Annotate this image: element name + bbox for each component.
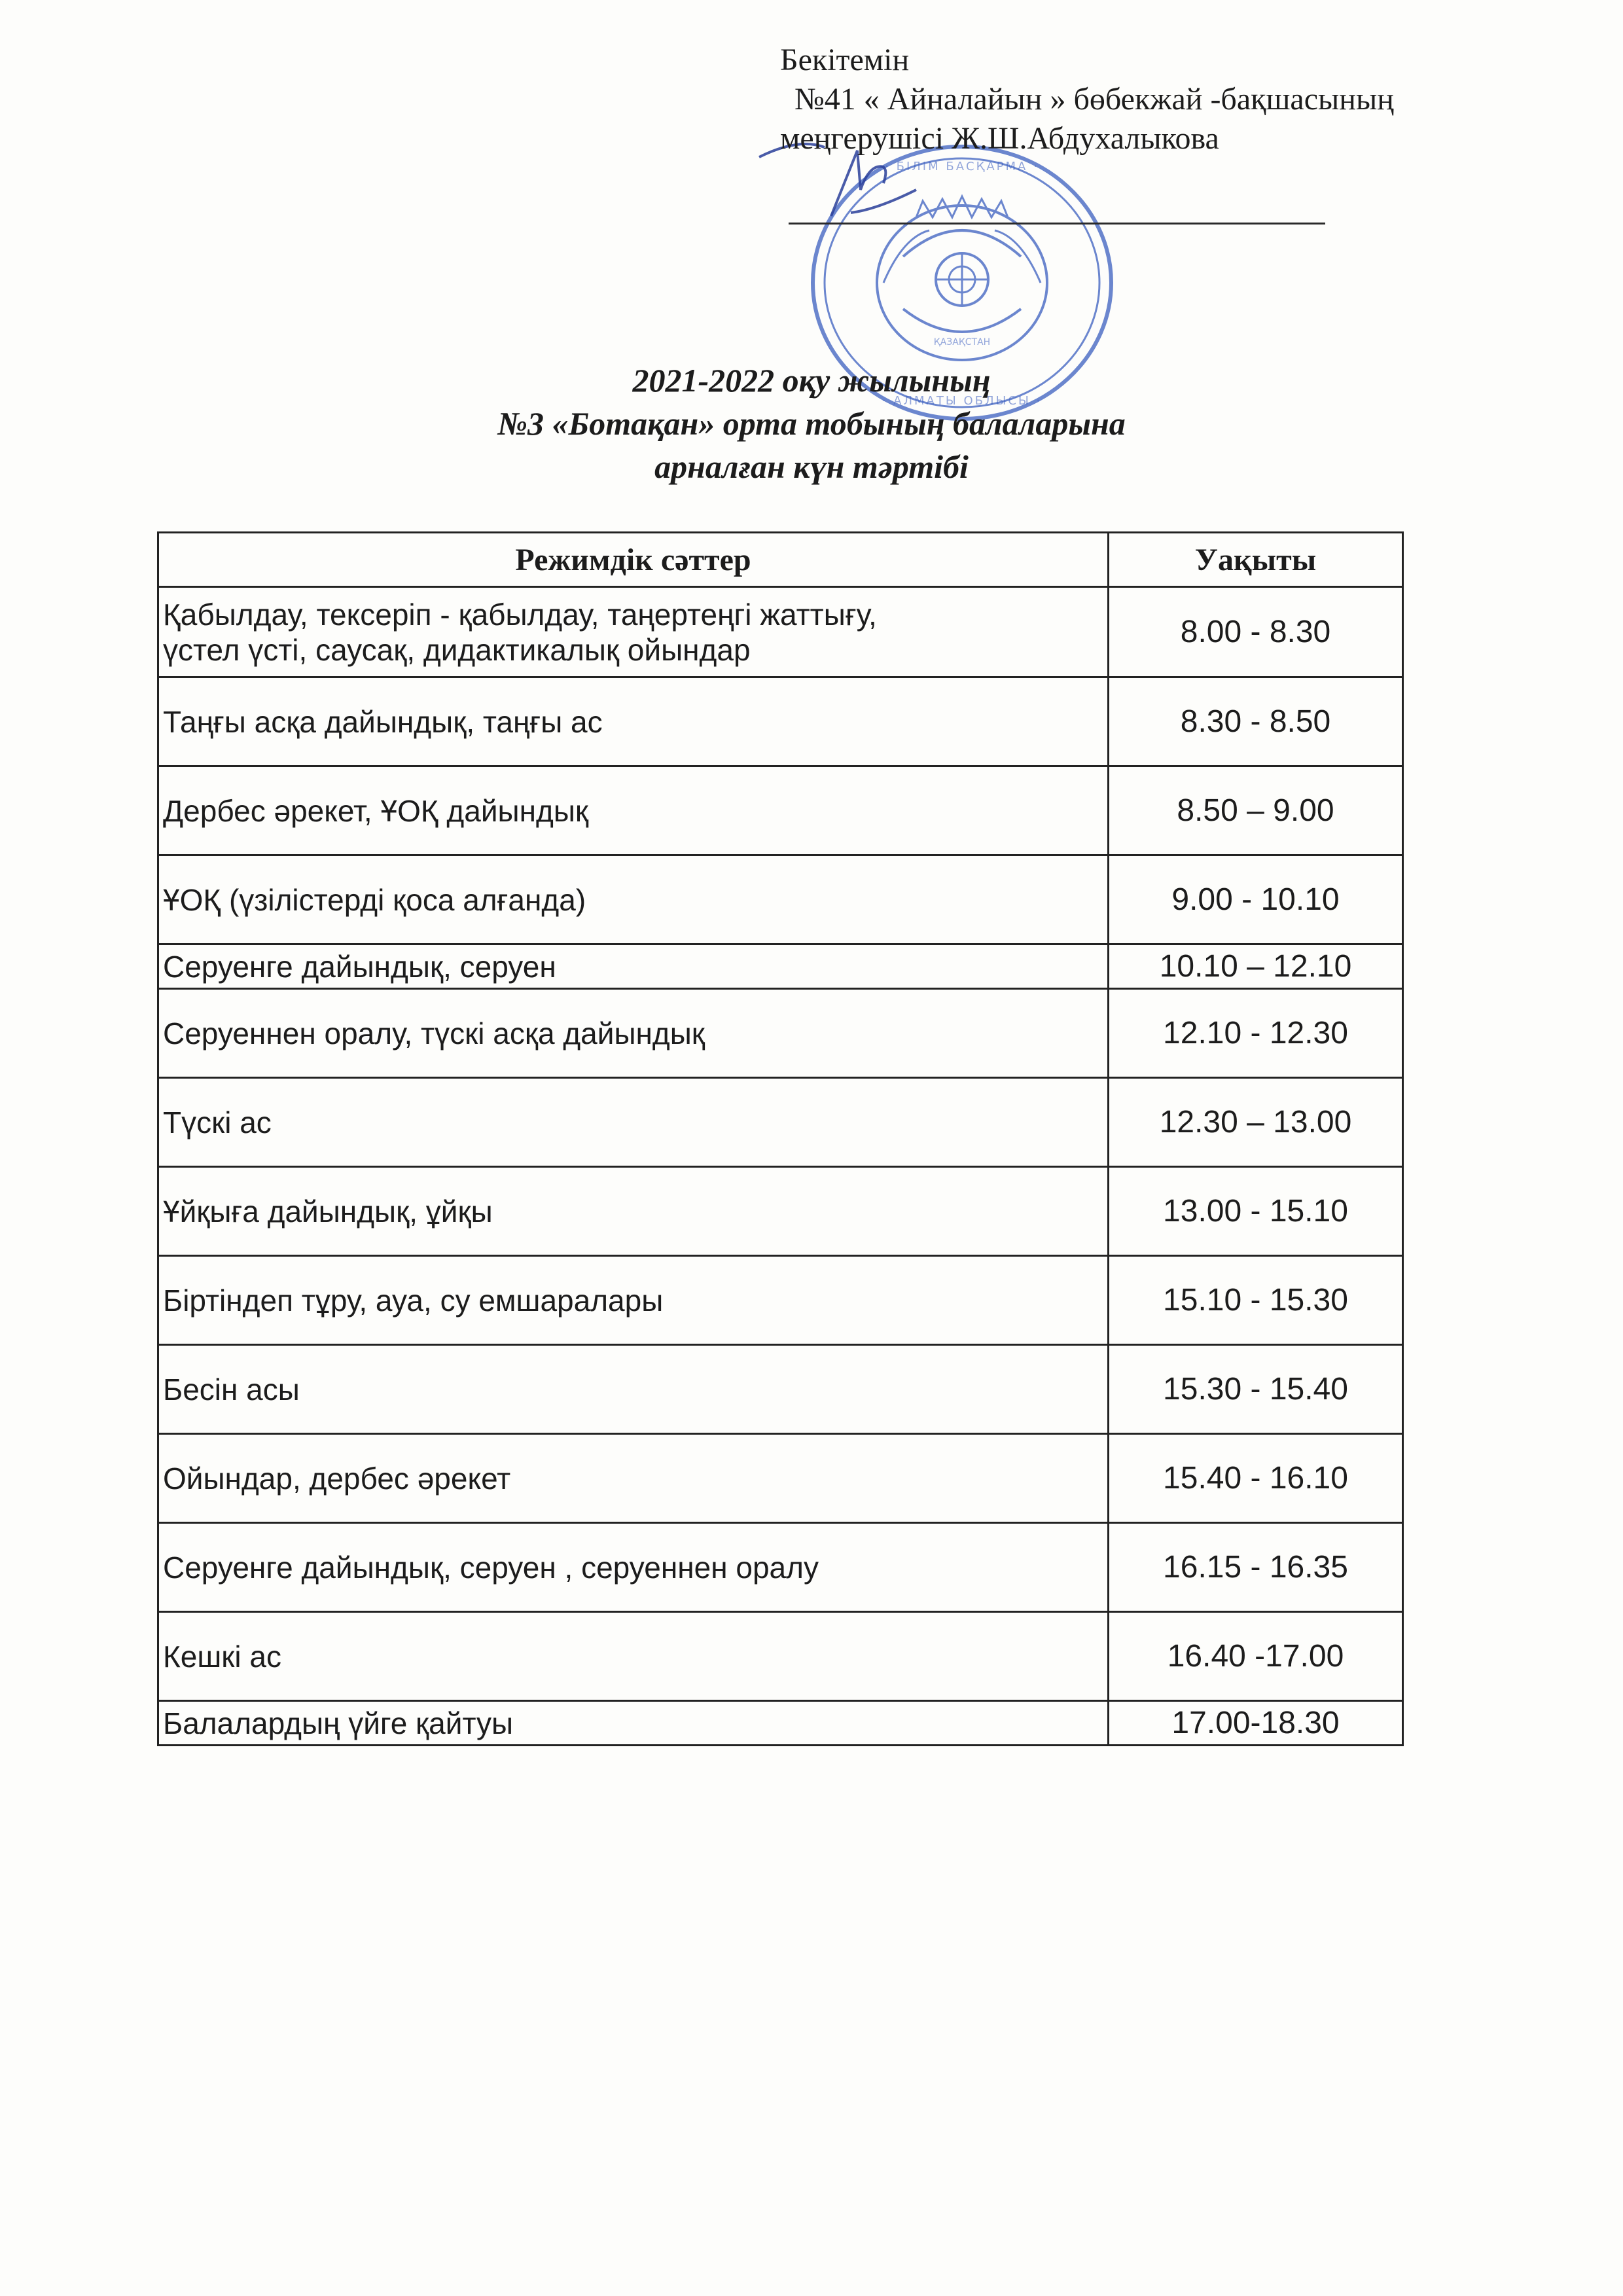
signature-line <box>789 223 1325 224</box>
time-cell: 13.00 - 15.10 <box>1109 1167 1403 1256</box>
approval-label: Бекітемін <box>780 43 910 77</box>
activity-cell: Түскі ас <box>158 1078 1109 1167</box>
svg-text:ҚАЗАҚСТАН: ҚАЗАҚСТАН <box>933 337 991 348</box>
header-activity: Режимдік сәттер <box>158 533 1109 587</box>
kindergarten-name: №41 « Айналайын » бөбекжай -бақшасының <box>794 82 1394 117</box>
table-row <box>158 677 1403 766</box>
table-row <box>158 1345 1403 1434</box>
document-title <box>0 359 1623 488</box>
time-cell: 8.00 - 8.30 <box>1109 587 1403 677</box>
table-row <box>158 1612 1403 1701</box>
svg-text:· АЛМАТЫ ОБЛЫСЫ ·: · АЛМАТЫ ОБЛЫСЫ · <box>882 394 1043 408</box>
activity-cell: Балалардың үйге қайтуы <box>158 1701 1109 1746</box>
activity-cell: Серуенге дайындық, серуен , серуеннен оралу <box>158 1523 1109 1612</box>
time-cell: 12.30 – 13.00 <box>1109 1078 1403 1167</box>
header-time: Уақыты <box>1109 533 1403 587</box>
approval-block <box>780 41 1578 158</box>
table-row <box>158 1078 1403 1167</box>
time-cell: 16.40 -17.00 <box>1109 1612 1403 1701</box>
activity-cell: Қабылдау, тексеріп - қабылдау, таңертеңгі жаттығу, үстел үсті, саусақ, дидактикалық ойындар <box>158 587 1109 677</box>
table-row <box>158 989 1403 1078</box>
table-header-row <box>158 533 1403 587</box>
title-line-group: №3 «Ботақан» орта тобының балаларына <box>497 405 1126 442</box>
table-row <box>158 1256 1403 1345</box>
activity-cell: Ұйқыға дайындық, ұйқы <box>158 1167 1109 1256</box>
title-line-year: 2021-2022 оқу жылының <box>632 362 991 399</box>
table-row <box>158 587 1403 677</box>
time-cell: 8.30 - 8.50 <box>1109 677 1403 766</box>
activity-cell: Дербес әрекет, ҰОҚ дайындық <box>158 766 1109 855</box>
table-row <box>158 855 1403 944</box>
time-cell: 16.15 - 16.35 <box>1109 1523 1403 1612</box>
time-cell: 15.40 - 16.10 <box>1109 1434 1403 1523</box>
time-cell: 15.30 - 15.40 <box>1109 1345 1403 1434</box>
time-cell: 15.10 - 15.30 <box>1109 1256 1403 1345</box>
activity-cell: ҰОҚ (үзілістерді қоса алғанда) <box>158 855 1109 944</box>
activity-cell: Кешкі ас <box>158 1612 1109 1701</box>
table-row <box>158 1701 1403 1746</box>
activity-cell: Серуенге дайындық, серуен <box>158 944 1109 989</box>
daily-schedule-table <box>157 531 1404 1746</box>
table-row <box>158 766 1403 855</box>
time-cell: 9.00 - 10.10 <box>1109 855 1403 944</box>
svg-text:· БІЛІМ БАСҚАРМА ·: · БІЛІМ БАСҚАРМА · <box>885 160 1039 173</box>
activity-cell: Серуеннен оралу, түскі асқа дайындық <box>158 989 1109 1078</box>
director-name: меңгерушісі Ж.Ш.Абдухалыкова <box>780 121 1219 156</box>
activity-cell: Ойындар, дербес әрекет <box>158 1434 1109 1523</box>
table-row <box>158 1167 1403 1256</box>
activity-cell: Біртіндеп тұру, ауа, су емшаралары <box>158 1256 1109 1345</box>
activity-cell: Таңғы асқа дайындық, таңғы ас <box>158 677 1109 766</box>
time-cell: 12.10 - 12.30 <box>1109 989 1403 1078</box>
time-cell: 10.10 – 12.10 <box>1109 944 1403 989</box>
time-cell: 17.00-18.30 <box>1109 1701 1403 1746</box>
table-row <box>158 944 1403 989</box>
title-line-schedule: арналған күн тәртібі <box>654 448 969 485</box>
table-row <box>158 1523 1403 1612</box>
time-cell: 8.50 – 9.00 <box>1109 766 1403 855</box>
activity-cell: Бесін асы <box>158 1345 1109 1434</box>
table-row <box>158 1434 1403 1523</box>
